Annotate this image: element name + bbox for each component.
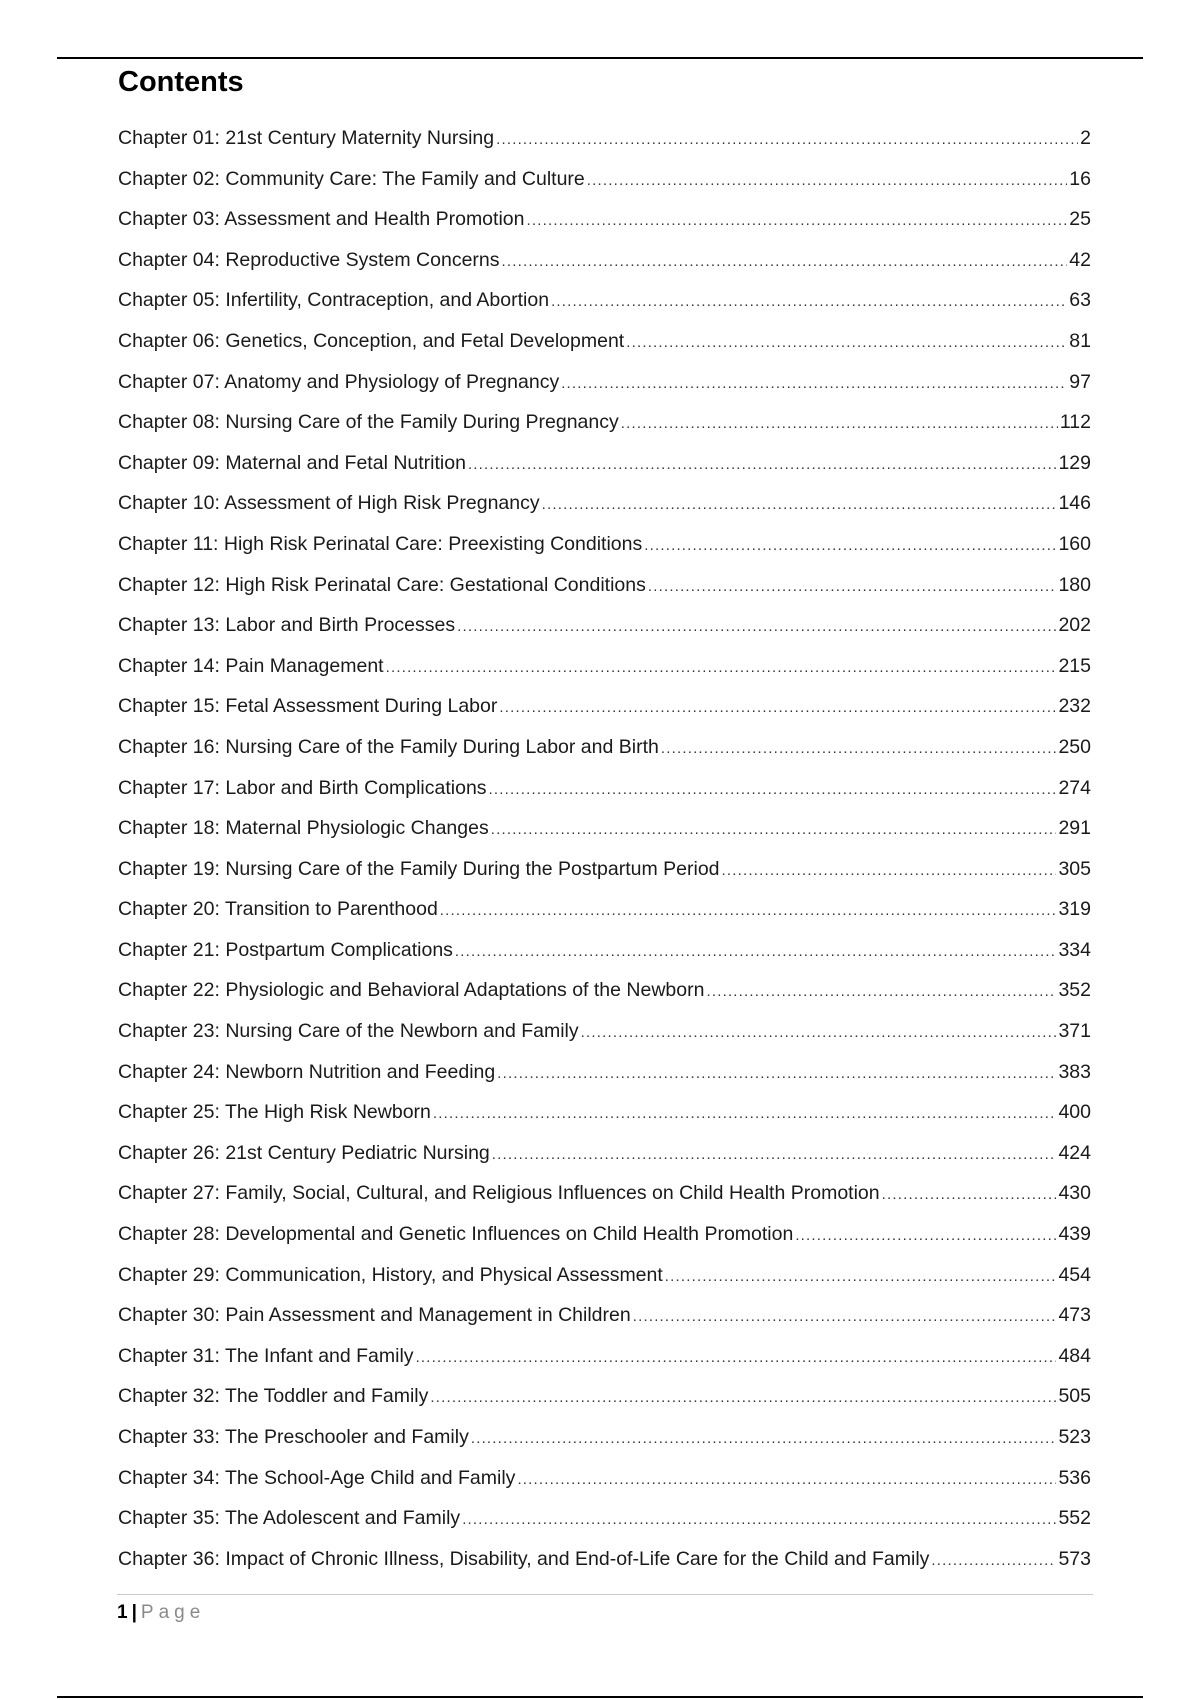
toc-entry[interactable] xyxy=(118,118,1091,159)
toc-entry-page: 352 xyxy=(1058,979,1091,1002)
toc-entry[interactable] xyxy=(118,808,1091,849)
toc-entry-title: Chapter 03: Assessment and Health Promotion xyxy=(118,208,525,231)
dot-leader xyxy=(386,648,1057,689)
dot-leader xyxy=(542,485,1057,526)
dot-leader xyxy=(551,282,1067,323)
toc-entry-title: Chapter 12: High Risk Perinatal Care: Gestational Conditions xyxy=(118,573,646,596)
toc-entry-title: Chapter 09: Maternal and Fetal Nutrition xyxy=(118,451,466,474)
toc-entry-page: 319 xyxy=(1058,898,1091,921)
toc-entry-page: 484 xyxy=(1058,1344,1091,1367)
toc-entry-page: 454 xyxy=(1058,1263,1091,1286)
dot-leader xyxy=(471,1419,1057,1460)
toc-entry[interactable] xyxy=(118,768,1091,809)
toc-entry-title: Chapter 32: The Toddler and Family xyxy=(118,1385,429,1408)
toc-list xyxy=(118,118,1091,1579)
dot-leader xyxy=(882,1175,1057,1216)
dot-leader xyxy=(497,1054,1056,1095)
dot-leader xyxy=(706,972,1056,1013)
toc-entry[interactable] xyxy=(118,686,1091,727)
toc-entry[interactable] xyxy=(118,1376,1091,1417)
toc-entry[interactable] xyxy=(118,483,1091,524)
toc-entry[interactable] xyxy=(118,1498,1091,1539)
toc-entry-title: Chapter 10: Assessment of High Risk Pregnancy xyxy=(118,492,540,515)
toc-entry-title: Chapter 16: Nursing Care of the Family During Labor and Birth xyxy=(118,735,659,758)
toc-entry-title: Chapter 31: The Infant and Family xyxy=(118,1344,414,1367)
toc-entry-page: 400 xyxy=(1058,1101,1091,1124)
toc-entry-page: 305 xyxy=(1058,857,1091,880)
dot-leader xyxy=(626,323,1067,364)
toc-entry[interactable] xyxy=(118,565,1091,606)
toc-entry-title: Chapter 15: Fetal Assessment During Labor xyxy=(118,695,498,718)
footer-page-label: Page xyxy=(140,1602,206,1623)
toc-entry[interactable] xyxy=(118,240,1091,281)
toc-entry-title: Chapter 13: Labor and Birth Processes xyxy=(118,614,456,637)
dot-leader xyxy=(455,932,1057,973)
toc-entry-page: 81 xyxy=(1069,329,1091,352)
dot-leader xyxy=(561,364,1067,405)
toc-entry[interactable] xyxy=(118,930,1091,971)
dot-leader xyxy=(491,810,1057,851)
toc-entry-title: Chapter 24: Newborn Nutrition and Feeding xyxy=(118,1060,496,1083)
toc-entry-title: Chapter 33: The Preschooler and Family xyxy=(118,1426,469,1448)
toc-entry-page: 25 xyxy=(1069,208,1091,231)
dot-leader xyxy=(433,1094,1057,1135)
toc-entry-title: Chapter 22: Physiologic and Behavioral Adaptations of the Newborn xyxy=(118,979,705,1002)
toc-entry[interactable] xyxy=(118,443,1091,484)
toc-entry-page: 552 xyxy=(1058,1507,1091,1530)
toc-entry-title: Chapter 18: Maternal Physiologic Changes xyxy=(118,817,489,840)
toc-entry[interactable] xyxy=(118,727,1091,768)
toc-entry-page: 129 xyxy=(1058,451,1091,474)
toc-entry-title: Chapter 26: 21st Century Pediatric Nursing xyxy=(118,1141,490,1164)
toc-entry-title: Chapter 04: Reproductive System Concerns xyxy=(118,248,500,271)
dot-leader xyxy=(795,1216,1056,1257)
dot-leader xyxy=(587,161,1068,202)
toc-entry-page: 473 xyxy=(1058,1304,1091,1327)
toc-entry[interactable] xyxy=(118,524,1091,565)
toc-entry-page: 250 xyxy=(1058,735,1091,758)
toc-entry-page: 16 xyxy=(1069,167,1091,190)
toc-entry-title: Chapter 01: 21st Century Maternity Nursing xyxy=(118,127,495,149)
toc-entry-page: 523 xyxy=(1058,1426,1091,1448)
toc-entry[interactable] xyxy=(118,849,1091,890)
dot-leader xyxy=(462,1500,1056,1541)
toc-entry[interactable] xyxy=(118,1011,1091,1052)
toc-entry-page: 2 xyxy=(1080,127,1091,149)
dot-leader xyxy=(499,688,1056,729)
toc-entry[interactable] xyxy=(118,159,1091,200)
toc-entry-page: 371 xyxy=(1058,1020,1091,1043)
toc-entry[interactable] xyxy=(118,605,1091,646)
toc-entry[interactable] xyxy=(118,321,1091,362)
toc-entry-page: 439 xyxy=(1058,1223,1091,1246)
toc-entry[interactable] xyxy=(118,1539,1091,1580)
toc-entry-title: Chapter 21: Postpartum Complications xyxy=(118,938,453,961)
toc-entry[interactable] xyxy=(118,402,1091,443)
toc-entry-page: 215 xyxy=(1058,654,1091,677)
dot-leader xyxy=(526,201,1067,242)
toc-entry[interactable] xyxy=(118,1336,1091,1377)
toc-entry[interactable] xyxy=(118,199,1091,240)
toc-entry-page: 334 xyxy=(1058,938,1091,961)
toc-entry-title: Chapter 14: Pain Management xyxy=(118,654,384,677)
toc-entry-title: Chapter 11: High Risk Perinatal Care: Preexisting Conditions xyxy=(118,532,643,555)
dot-leader xyxy=(633,1297,1057,1338)
dot-leader xyxy=(517,1460,1056,1501)
footer-page-number: 1 xyxy=(117,1602,128,1623)
toc-entry[interactable] xyxy=(118,1133,1091,1174)
toc-entry-title: Chapter 29: Communication, History, and Physical Assessment xyxy=(118,1263,663,1286)
toc-entry-page: 291 xyxy=(1058,817,1091,840)
toc-entry-page: 383 xyxy=(1058,1060,1091,1083)
toc-entry[interactable] xyxy=(118,1052,1091,1093)
toc-entry-page: 160 xyxy=(1058,532,1091,555)
dot-leader xyxy=(621,404,1058,445)
toc-entry-title: Chapter 02: Community Care: The Family and Culture xyxy=(118,167,585,190)
toc-entry-title: Chapter 23: Nursing Care of the Newborn and Family xyxy=(118,1020,579,1043)
toc-entry-title: Chapter 35: The Adolescent and Family xyxy=(118,1507,461,1530)
toc-entry[interactable] xyxy=(118,1173,1091,1214)
page-footer xyxy=(117,1594,1093,1625)
toc-entry-title: Chapter 30: Pain Assessment and Management in Children xyxy=(118,1304,631,1327)
toc-entry[interactable] xyxy=(118,280,1091,321)
toc-entry-page: 424 xyxy=(1058,1141,1091,1164)
toc-entry-page: 573 xyxy=(1058,1547,1091,1570)
contents-heading: Contents xyxy=(118,66,244,98)
toc-entry[interactable] xyxy=(118,1458,1091,1499)
toc-entry[interactable] xyxy=(118,1214,1091,1255)
toc-entry-page: 112 xyxy=(1059,411,1091,434)
dot-leader xyxy=(581,1013,1057,1054)
toc-entry-title: Chapter 08: Nursing Care of the Family During Pregnancy xyxy=(118,411,619,434)
toc-entry[interactable] xyxy=(118,1417,1091,1458)
dot-leader xyxy=(430,1378,1056,1419)
dot-leader xyxy=(457,607,1056,648)
dot-leader xyxy=(416,1338,1057,1379)
toc-entry-page: 430 xyxy=(1058,1182,1091,1205)
dot-leader xyxy=(661,729,1057,770)
toc-entry-title: Chapter 20: Transition to Parenthood xyxy=(118,898,438,921)
toc-entry-title: Chapter 36: Impact of Chronic Illness, Disability, and End-of-Life Care for the Child and Family xyxy=(118,1547,930,1570)
toc-entry-title: Chapter 19: Nursing Care of the Family During the Postpartum Period xyxy=(118,857,720,880)
dot-leader xyxy=(722,851,1057,892)
toc-entry[interactable] xyxy=(118,1092,1091,1133)
dot-leader xyxy=(502,242,1068,283)
dot-leader xyxy=(492,1135,1057,1176)
toc-entry-page: 97 xyxy=(1069,370,1091,393)
dot-leader xyxy=(644,526,1056,567)
toc-entry[interactable] xyxy=(118,362,1091,403)
dot-leader xyxy=(440,891,1057,932)
dot-leader xyxy=(931,1541,1056,1582)
bottom-rule xyxy=(57,1696,1143,1698)
dot-leader xyxy=(648,567,1057,608)
toc-entry-page: 274 xyxy=(1058,776,1091,799)
footer-separator: | xyxy=(131,1602,137,1623)
toc-entry[interactable] xyxy=(118,1255,1091,1296)
dot-leader xyxy=(496,120,1078,161)
toc-entry[interactable] xyxy=(118,646,1091,687)
toc-entry-title: Chapter 06: Genetics, Conception, and Fetal Development xyxy=(118,329,625,352)
toc-entry[interactable] xyxy=(118,970,1091,1011)
toc-entry-title: Chapter 25: The High Risk Newborn xyxy=(118,1101,431,1124)
toc-entry-page: 63 xyxy=(1069,289,1091,312)
toc-entry-page: 232 xyxy=(1058,695,1091,718)
toc-entry-title: Chapter 17: Labor and Birth Complications xyxy=(118,776,487,799)
toc-entry-title: Chapter 27: Family, Social, Cultural, and Religious Influences on Child Health Promotion xyxy=(118,1182,880,1205)
toc-entry-page: 536 xyxy=(1058,1466,1091,1489)
dot-leader xyxy=(665,1257,1057,1298)
toc-entry-title: Chapter 07: Anatomy and Physiology of Pregnancy xyxy=(118,370,560,393)
toc-entry-title: Chapter 05: Infertility, Contraception, and Abortion xyxy=(118,289,550,312)
toc-entry[interactable] xyxy=(118,889,1091,930)
toc-entry-page: 505 xyxy=(1058,1385,1091,1408)
dot-leader xyxy=(468,445,1057,486)
toc-entry-page: 202 xyxy=(1058,614,1091,637)
toc-entry-title: Chapter 28: Developmental and Genetic Influences on Child Health Promotion xyxy=(118,1223,794,1246)
dot-leader xyxy=(489,770,1057,811)
toc-entry[interactable] xyxy=(118,1295,1091,1336)
toc-entry-page: 146 xyxy=(1058,492,1091,515)
toc-entry-page: 42 xyxy=(1069,248,1091,271)
table-of-contents xyxy=(118,58,1091,1579)
toc-entry-title: Chapter 34: The School-Age Child and Family xyxy=(118,1466,516,1489)
toc-entry-page: 180 xyxy=(1058,573,1091,596)
